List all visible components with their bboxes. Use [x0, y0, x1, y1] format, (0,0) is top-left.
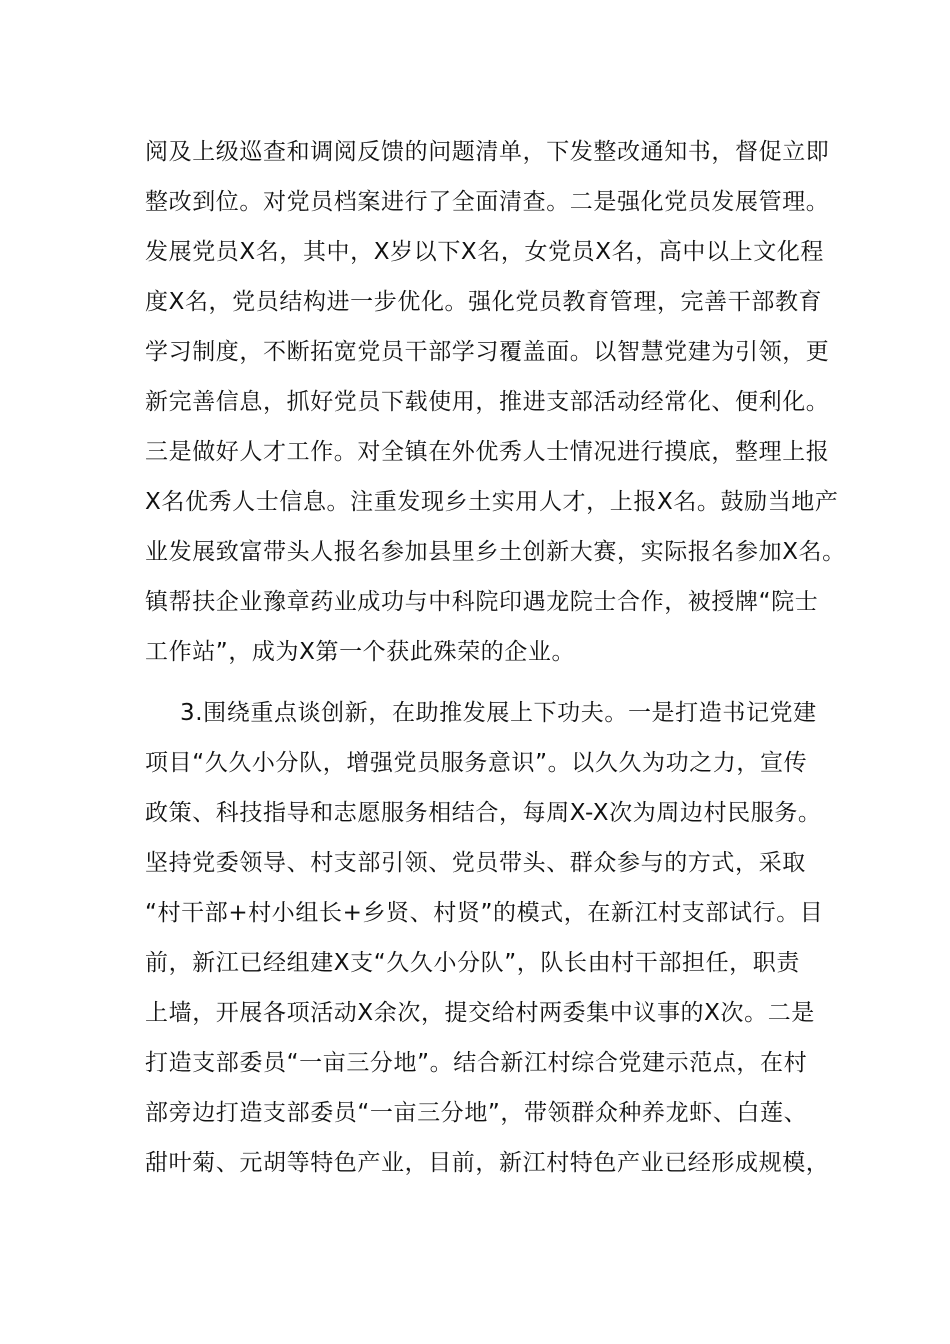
text-line: 新完善信息，抓好党员下载使用，推进支部活动经常化、便利化。 [145, 389, 830, 415]
text-line: 整改到位。对党员档案进行了全面清查。二是强化党员发展管理。 [145, 189, 830, 215]
text-line: 部旁边打造支部委员“一亩三分地”，带领群众种养龙虾、白莲、 [145, 1100, 808, 1126]
text-line: X名优秀人士信息。注重发现乡土实用人才，上报X名。鼓励当地产 [145, 489, 839, 515]
text-line: 阅及上级巡查和调阅反馈的问题清单，下发整改通知书，督促立即 [145, 139, 830, 165]
text-line: 镇帮扶企业豫章药业成功与中科院印遇龙院士合作，被授牌“院士 [145, 589, 819, 615]
text-line: “村干部+村小组长+乡贤、村贤”的模式，在新江村支部试行。目 [145, 900, 824, 926]
text-line: 坚持党委领导、村支部引领、党员带头、群众参与的方式，采取 [145, 850, 806, 876]
section-heading-line: 3.围绕重点谈创新，在助推发展上下功夫。一是打造书记党建 [180, 700, 817, 726]
text-line: 工作站”，成为X第一个获此殊荣的企业。 [145, 639, 576, 665]
text-line: 前，新江已经组建X支“久久小分队”，队长由村干部担任，职责 [145, 950, 800, 976]
text-line: 度X名，党员结构进一步优化。强化党员教育管理，完善干部教育 [145, 289, 823, 315]
text-line: 业发展致富带头人报名参加县里乡土创新大赛，实际报名参加X名。 [145, 539, 846, 565]
text-line: 三是做好人才工作。对全镇在外优秀人士情况进行摸底，整理上报 [145, 439, 830, 465]
text-line: 上墙，开展各项活动X余次，提交给村两委集中议事的X次。二是 [145, 1000, 815, 1026]
text-line: 发展党员X名，其中，X岁以下X名，女党员X名，高中以上文化程 [145, 239, 825, 265]
text-line: 学习制度，不断拓宽党员干部学习覆盖面。以智慧党建为引领，更 [145, 339, 830, 365]
text-line: 甜叶菊、元胡等特色产业，目前，新江村特色产业已经形成规模， [145, 1150, 830, 1176]
text-line: 项目“久久小分队，增强党员服务意识”。以久久为功之力，宣传 [145, 750, 808, 776]
text-line: 打造支部委员“一亩三分地”。结合新江村综合党建示范点，在村 [145, 1050, 808, 1076]
text-line: 政策、科技指导和志愿服务相结合，每周X-X次为周边村民服务。 [145, 800, 822, 826]
